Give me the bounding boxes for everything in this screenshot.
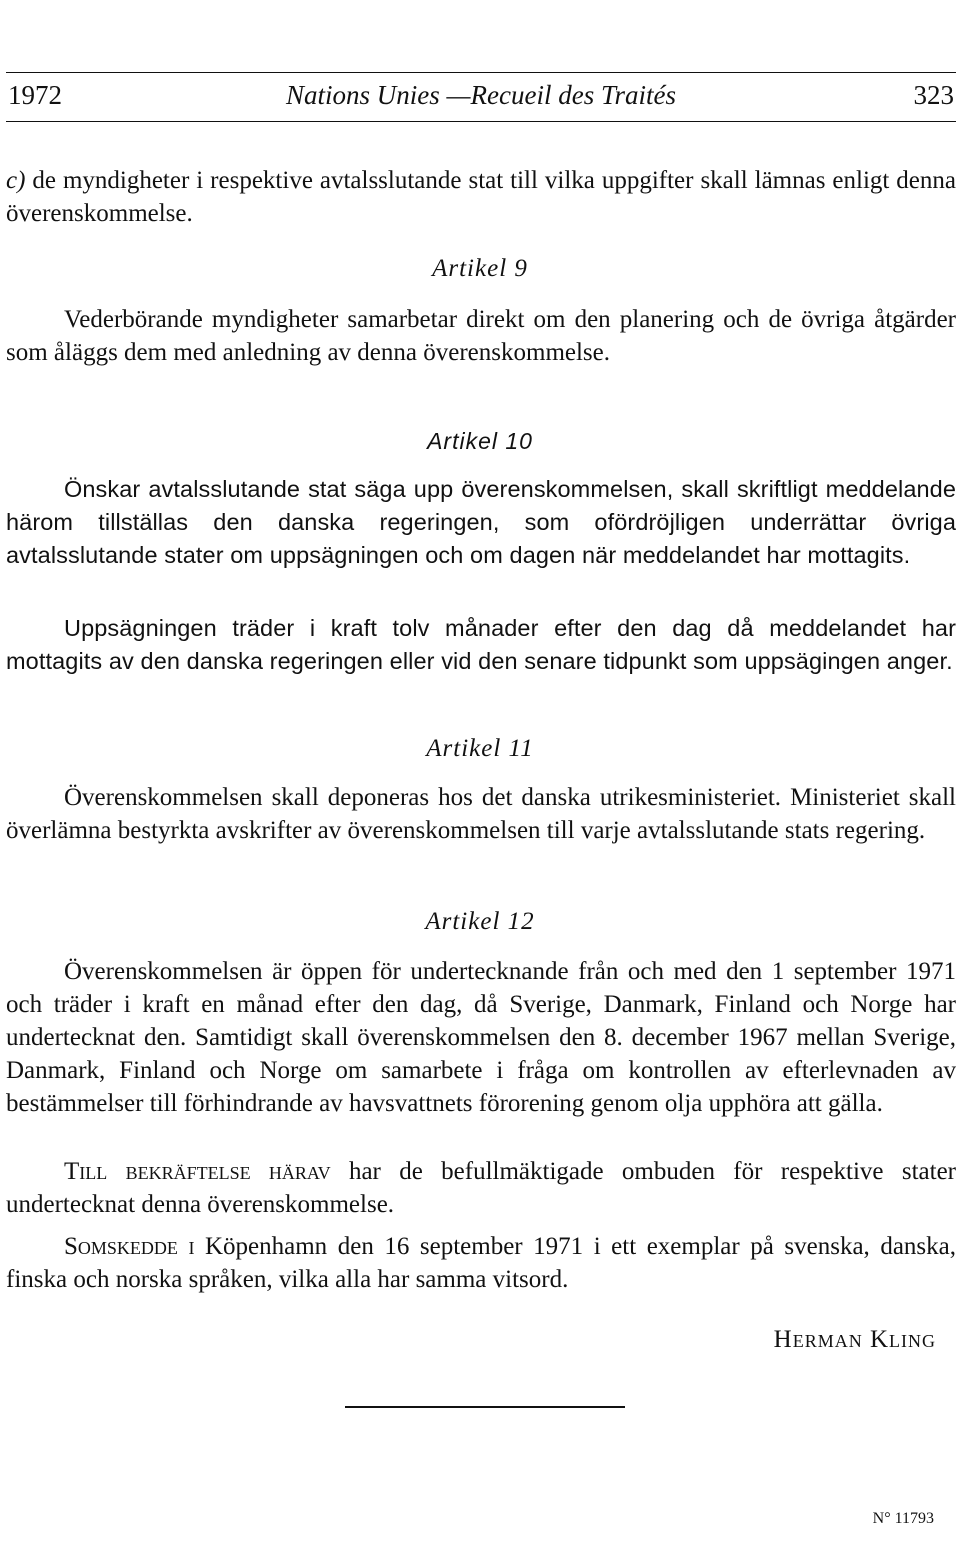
signatory-name: Herman Kling [773, 1326, 936, 1353]
header-page-number: 323 [913, 80, 954, 110]
item-c-label: c) [6, 167, 26, 194]
article-10-heading: Artikel 10 [427, 428, 533, 454]
article-9-heading: Artikel 9 [432, 255, 528, 282]
done-lead: Somskedde i [64, 1233, 195, 1260]
header-title: Nations Unies —Recueil des Traités [286, 80, 676, 110]
article-11-paragraph: Överenskommelsen skall deponeras hos det danska utrikesministeriet. Ministeriet skall överlämna bestyrkta avskrifter av överenskommelsen till varje avtalsslutande stats regering. [6, 784, 956, 844]
witness-text: har de befullmäktigade ombuden för respektive stater undertecknat denna överenskommelse. [6, 1158, 956, 1218]
done-text: Köpenhamn den 16 september 1971 i ett exemplar på svenska, danska, finska och norska språken, vilka alla har samma vitsord. [6, 1233, 956, 1293]
witness-clause [6, 1155, 956, 1221]
page-header [6, 72, 956, 122]
article-9-paragraph: Vederbörande myndigheter samarbetar direkt om den planering och de övriga åtgärder som åläggs dem med anledning av denna överenskommelse. [6, 306, 956, 366]
article-11-heading: Artikel 11 [426, 735, 534, 762]
done-clause [6, 1230, 956, 1296]
witness-lead: Till bekräftelse härav [64, 1158, 331, 1185]
article-10-paragraph-1: Önskar avtalsslutande stat säga upp överenskommelsen, skall skriftligt meddelande härom tillställas den danska regeringen, som ofördröjligen underrättar övriga avtalsslutande stater om uppsägningen och om dagen när meddelandet har mottagits. [6, 476, 956, 568]
article-12-paragraph: Överenskommelsen är öppen för undertecknande från och med den 1 september 1971 och träder i kraft en månad efter den dag, då Sverige, Danmark, Finland och Norge har undertecknat den. Samtidigt skall överenskommelsen den 8. december 1967 mellan Sverige, Danmark, Finland och Norge om samarbete i fråga om kontrollen av efterlevnaden av bestämmelser till förhindrande av havsvattnets förorening genom olja upphöra att gälla. [6, 958, 956, 1117]
item-c-paragraph [6, 164, 956, 230]
header-year: 1972 [8, 80, 62, 110]
document-number: N° 11793 [872, 1510, 934, 1527]
article-10-paragraph-2: Uppsägningen träder i kraft tolv månader efter den dag då meddelandet har mottagits av den danska regeringen eller vid den senare tidpunkt som uppsägingen anger. [6, 615, 956, 674]
closing-rule [345, 1406, 625, 1408]
article-12-heading: Artikel 12 [425, 908, 535, 935]
item-c-text: de myndigheter i respektive avtalsslutande stat till vilka uppgifter skall lämnas enligt denna överenskommelse. [6, 167, 956, 227]
